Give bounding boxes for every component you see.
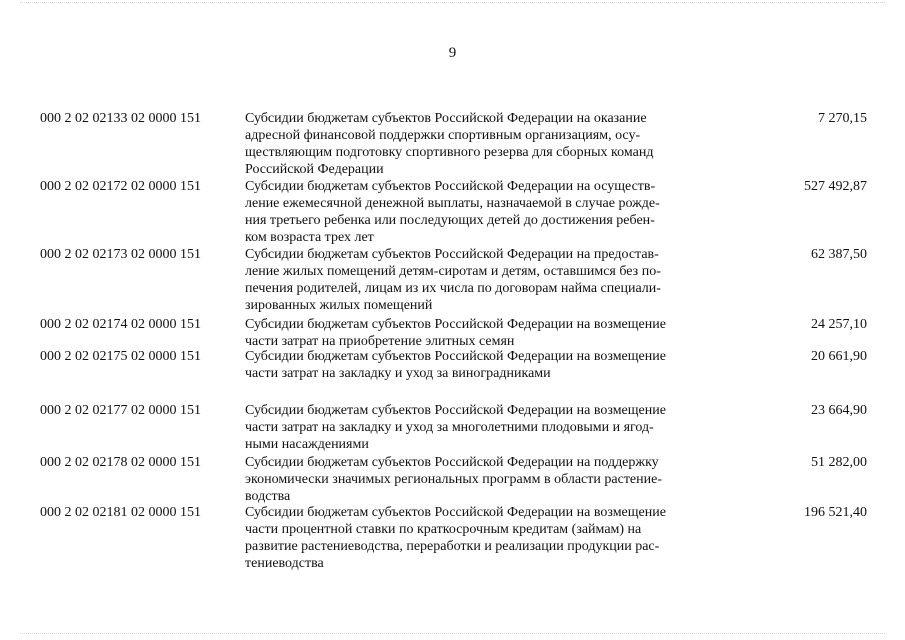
description-line: зированных жилых помещений: [245, 298, 433, 313]
description-line: водства: [245, 489, 291, 504]
classification-code: 000 2 02 02181 02 0000 151: [40, 505, 201, 520]
classification-code: 000 2 02 02172 02 0000 151: [40, 179, 201, 194]
row-description: [245, 402, 715, 453]
scan-artifact-bottom: [20, 633, 885, 635]
description-line: Субсидии бюджетам субъектов Российской Федерации на оказание: [245, 111, 647, 126]
description-line: Российской Федерации: [245, 162, 384, 177]
description-line: ком возраста трех лет: [245, 230, 374, 245]
description-line: ление жилых помещений детям-сиротам и детям, оставшимся без по-: [245, 264, 661, 279]
scan-artifact-top: [20, 2, 885, 4]
classification-code: 000 2 02 02178 02 0000 151: [40, 455, 201, 470]
description-line: Субсидии бюджетам субъектов Российской Федерации на возмещение: [245, 317, 666, 332]
description-line: ление ежемесячной денежной выплаты, назначаемой в случае рожде-: [245, 196, 660, 211]
description-line: части процентной ставки по краткосрочным кредитам (займам) на: [245, 522, 642, 537]
description-line: Субсидии бюджетам субъектов Российской Федерации на осуществ-: [245, 179, 656, 194]
description-line: адресной финансовой поддержки спортивным организациям, осу-: [245, 128, 641, 143]
amount-value: 20 661,90: [811, 349, 867, 364]
row-description: [245, 178, 715, 246]
row-description: [245, 454, 715, 505]
description-line: Субсидии бюджетам субъектов Российской Федерации на поддержку: [245, 455, 659, 470]
row-description: [245, 348, 715, 382]
row-description: [245, 246, 715, 314]
description-line: Субсидии бюджетам субъектов Российской Федерации на возмещение: [245, 505, 666, 520]
description-line: части затрат на закладку и уход за виноградниками: [245, 366, 551, 381]
description-line: Субсидии бюджетам субъектов Российской Федерации на возмещение: [245, 349, 666, 364]
description-line: тениеводства: [245, 556, 324, 571]
amount-value: 527 492,87: [804, 179, 867, 194]
description-line: ными насаждениями: [245, 437, 369, 452]
classification-code: 000 2 02 02175 02 0000 151: [40, 349, 201, 364]
row-description: [245, 110, 715, 178]
amount-value: 51 282,00: [811, 455, 867, 470]
amount-value: 62 387,50: [811, 247, 867, 262]
description-line: экономически значимых региональных программ в области растение-: [245, 472, 663, 487]
row-description: [245, 316, 715, 350]
amount-value: 196 521,40: [804, 505, 867, 520]
page-number: 9: [448, 45, 457, 61]
description-line: ществляющим подготовку спортивного резерва для сборных команд: [245, 145, 654, 160]
description-line: ния третьего ребенка или последующих детей до достижения ребен-: [245, 213, 655, 228]
description-line: печения родителей, лицам из их числа по договорам найма специали-: [245, 281, 661, 296]
amount-value: 23 664,90: [811, 403, 867, 418]
classification-code: 000 2 02 02177 02 0000 151: [40, 403, 201, 418]
amount-value: 24 257,10: [811, 317, 867, 332]
amount-value: 7 270,15: [818, 111, 867, 126]
description-line: Субсидии бюджетам субъектов Российской Федерации на предостав-: [245, 247, 659, 262]
description-line: Субсидии бюджетам субъектов Российской Федерации на возмещение: [245, 403, 666, 418]
description-line: части затрат на приобретение элитных семян: [245, 334, 515, 349]
row-description: [245, 504, 715, 572]
classification-code: 000 2 02 02173 02 0000 151: [40, 247, 201, 262]
classification-code: 000 2 02 02133 02 0000 151: [40, 111, 201, 126]
classification-code: 000 2 02 02174 02 0000 151: [40, 317, 201, 332]
description-line: части затрат на закладку и уход за многолетними плодовыми и ягод-: [245, 420, 654, 435]
description-line: развитие растениеводства, переработки и реализации продукции рас-: [245, 539, 660, 554]
